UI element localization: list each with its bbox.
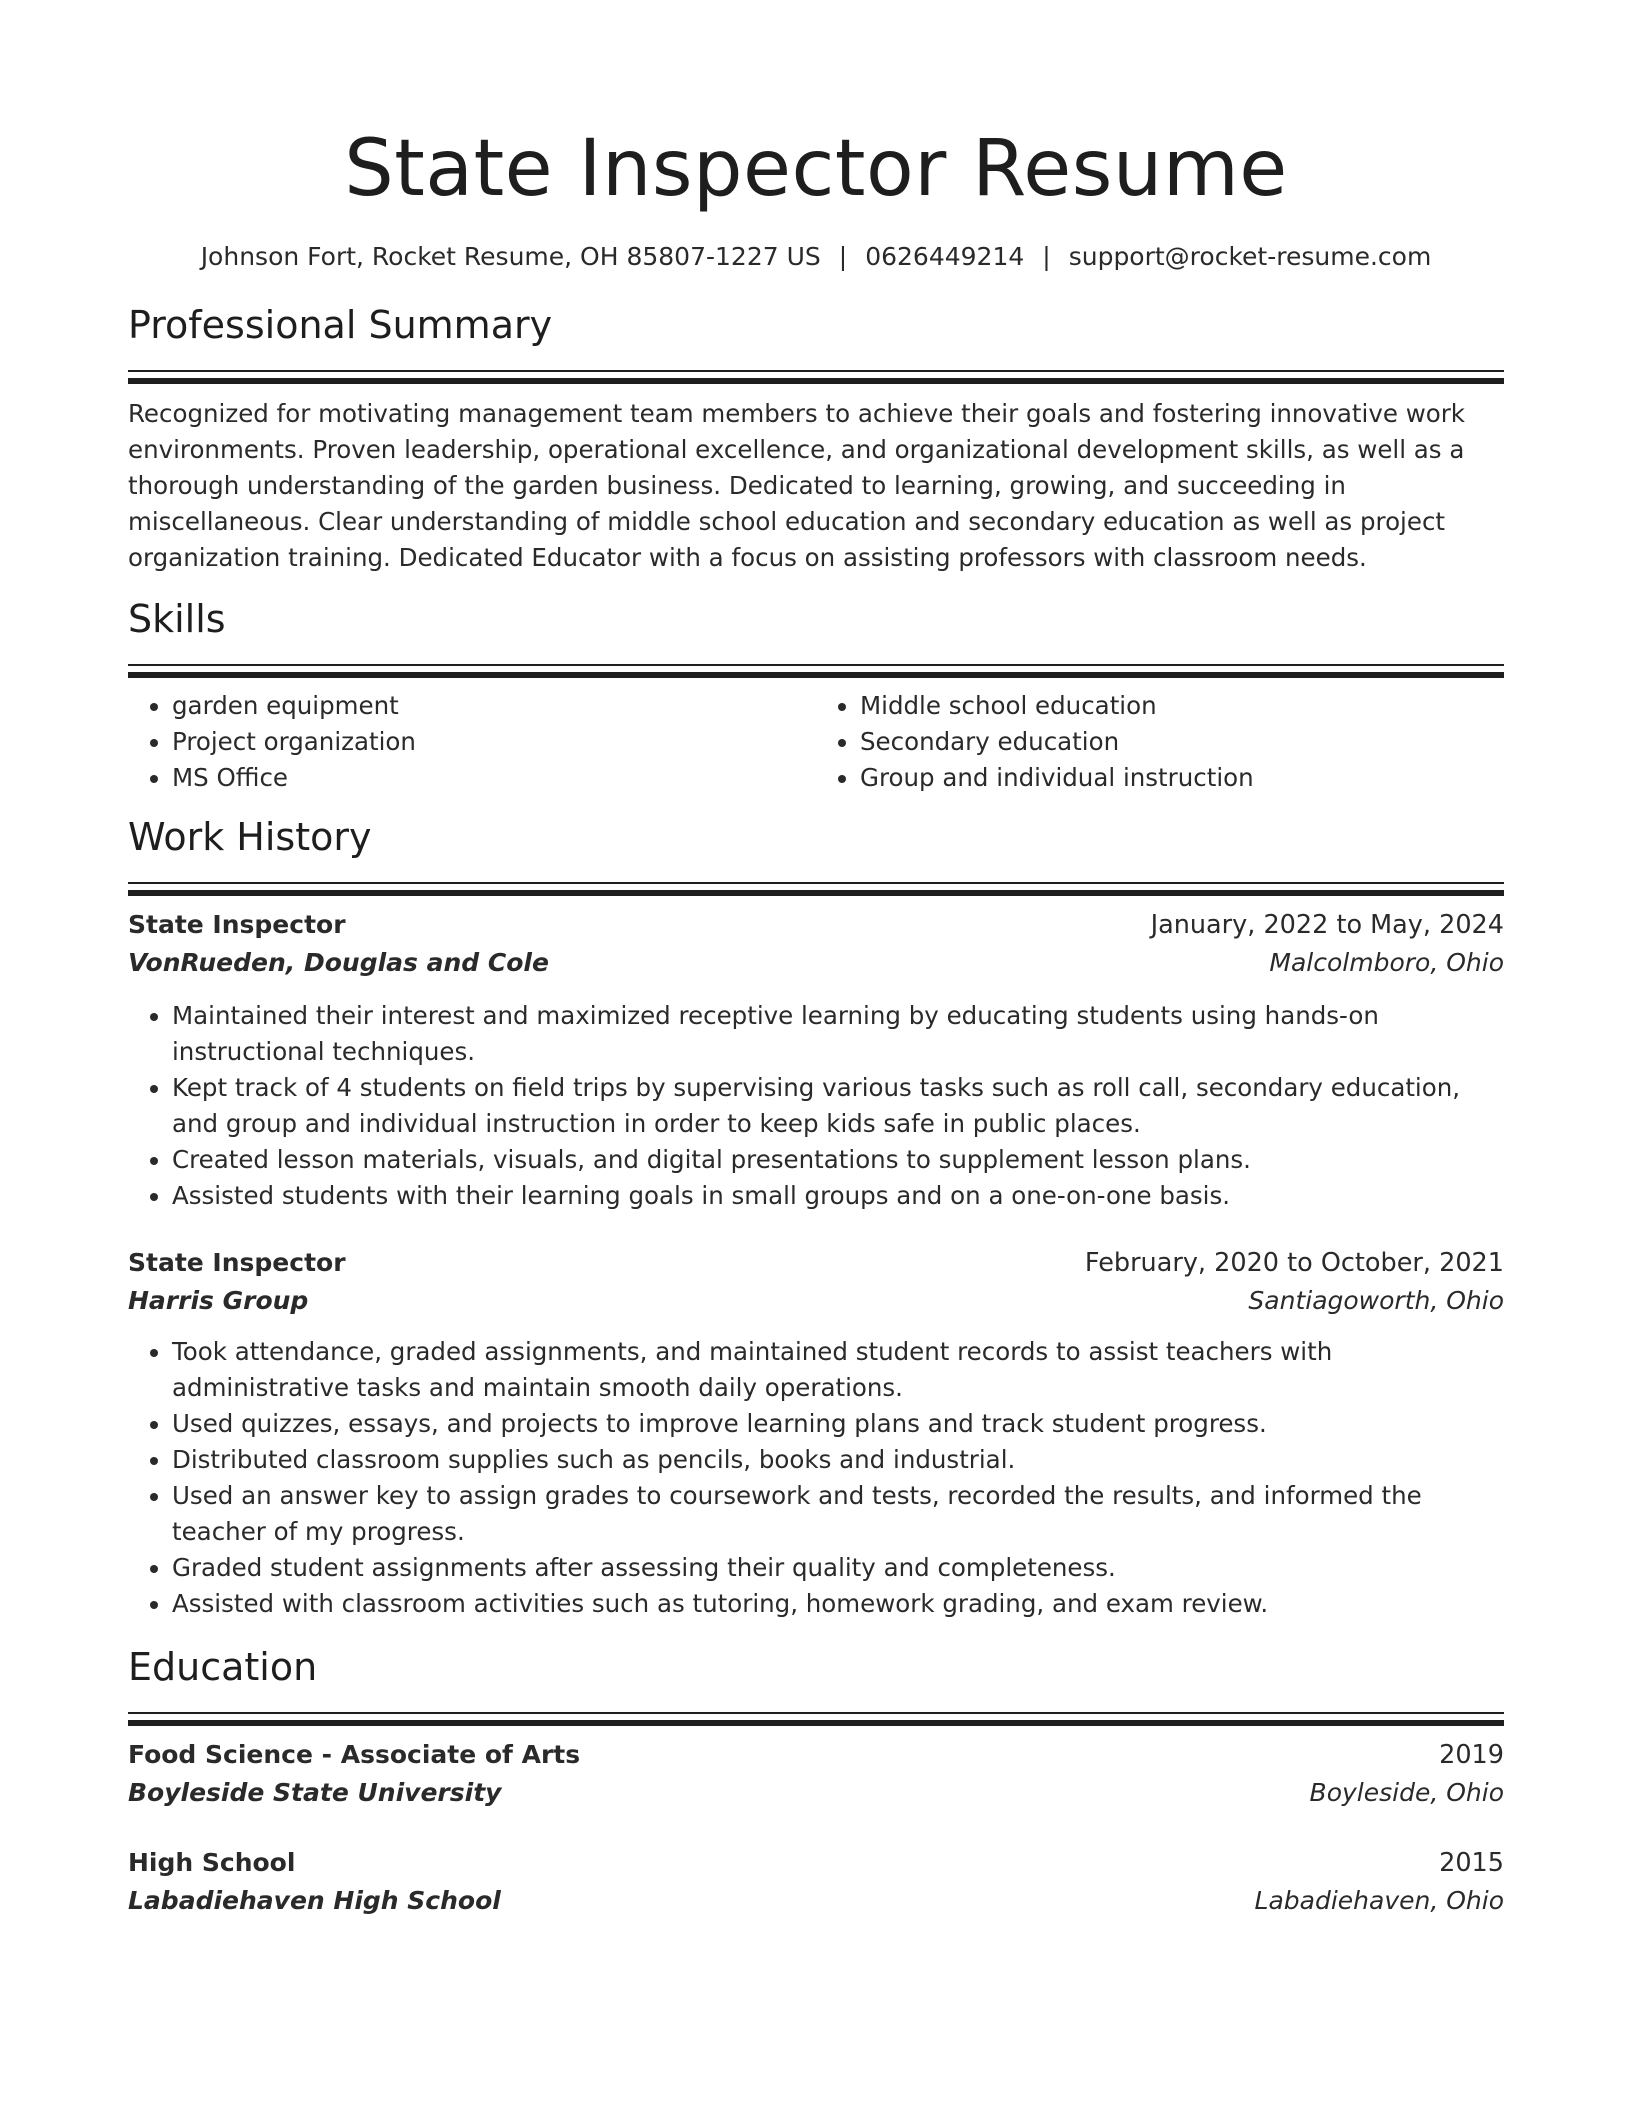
job-duty: • Assisted with classroom activities such as tutoring, homework grading, and exam review. [172,1586,1504,1622]
skills-column-left [128,688,816,796]
section-divider [128,882,1504,892]
job-duty: • Graded student assignments after assessing their quality and completeness. [172,1550,1504,1586]
section-divider [128,1712,1504,1722]
summary-heading: Professional Summary [128,303,553,347]
education-section [128,1642,1504,1920]
skill-item: • Secondary education [860,724,1504,760]
skills-column-right [816,688,1504,796]
education-degree: Food Science - Associate of Arts [128,1740,581,1769]
summary-text: Recognized for motivating management team members to achieve their goals and fostering innovative work environments. Proven leadership, operational excellence, and organizational development skills, as well as a thorough understanding of the garden business. Dedicated to learning, growing, and succeeding in miscellaneous. Clear understanding of middle school education and secondary education as well as project organization training. Dedicated Educator with a focus on assisting professors with classroom needs. [128,399,1465,572]
job-location: Malcolmboro, Ohio [1269,948,1504,977]
education-school-row [128,1774,1504,1812]
skill-item: • Group and individual instruction [860,760,1504,796]
job-title: State Inspector [128,1248,346,1277]
education-header-row [128,1736,1504,1774]
job-company-row [128,1282,1504,1320]
job-dates: February, 2020 to October, 2021 [1084,1248,1504,1278]
job-duties [128,1334,1504,1622]
job-header-row [128,906,1504,944]
job-duties [128,998,1504,1214]
work-section [128,812,1504,1622]
education-year: 2019 [1439,1740,1504,1770]
education-school-row [128,1882,1504,1920]
contact-separator: | [838,242,848,271]
skills-list [128,688,1504,796]
job-title: State Inspector [128,910,346,939]
job-duty: • Created lesson materials, visuals, and digital presentations to supplement lesson plans. [172,1142,1504,1178]
skills-heading: Skills [128,597,226,641]
skill-item: • garden equipment [172,688,816,724]
job-header-row [128,1244,1504,1282]
job-duty: • Used quizzes, essays, and projects to improve learning plans and track student progress. [172,1406,1504,1442]
education-year: 2015 [1439,1848,1504,1878]
skills-section [128,594,1504,796]
section-divider [128,664,1504,674]
job-dates: January, 2022 to May, 2024 [1150,910,1504,940]
education-heading: Education [128,1645,318,1689]
job-entry [128,906,1504,1214]
education-entry [128,1736,1504,1812]
work-heading: Work History [128,815,372,859]
job-duty: • Assisted students with their learning goals in small groups and on a one-on-one basis. [172,1178,1504,1214]
skill-item: • MS Office [172,760,816,796]
job-duty: • Maintained their interest and maximized receptive learning by educating students using hands-on instructional techniques. [172,998,1504,1070]
job-duty: • Kept track of 4 students on field trips by supervising various tasks such as roll call, secondary education, and group and individual instruction in order to keep kids safe in public places. [172,1070,1504,1142]
contact-email: support@rocket-resume.com [1068,242,1432,271]
job-duty: • Used an answer key to assign grades to coursework and tests, recorded the results, and informed the teacher of my progress. [172,1478,1504,1550]
education-school: Labadiehaven High School [128,1886,501,1915]
contact-separator: | [1042,242,1051,271]
job-entry [128,1244,1504,1622]
resume-title: State Inspector Resume [344,124,1288,214]
education-school: Boyleside State University [128,1778,502,1807]
contact-address: Johnson Fort, Rocket Resume, OH 85807-1227 US [200,242,821,271]
education-entry [128,1844,1504,1920]
contact-line [128,240,1504,274]
job-duty: • Took attendance, graded assignments, and maintained student records to assist teachers with administrative tasks and maintain smooth daily operations. [172,1334,1504,1406]
education-location: Boyleside, Ohio [1309,1778,1504,1807]
skill-item: • Middle school education [860,688,1504,724]
job-location: Santiagoworth, Ohio [1248,1286,1504,1315]
job-company: Harris Group [128,1286,309,1315]
section-divider [128,370,1504,380]
skill-item: • Project organization [172,724,816,760]
education-header-row [128,1844,1504,1882]
job-company: VonRueden, Douglas and Cole [128,948,549,977]
summary-section [128,300,1504,576]
contact-phone: 0626449214 [865,242,1025,271]
job-duty: • Distributed classroom supplies such as pencils, books and industrial. [172,1442,1504,1478]
education-degree: High School [128,1848,296,1877]
job-company-row [128,944,1504,982]
education-location: Labadiehaven, Ohio [1254,1886,1504,1915]
